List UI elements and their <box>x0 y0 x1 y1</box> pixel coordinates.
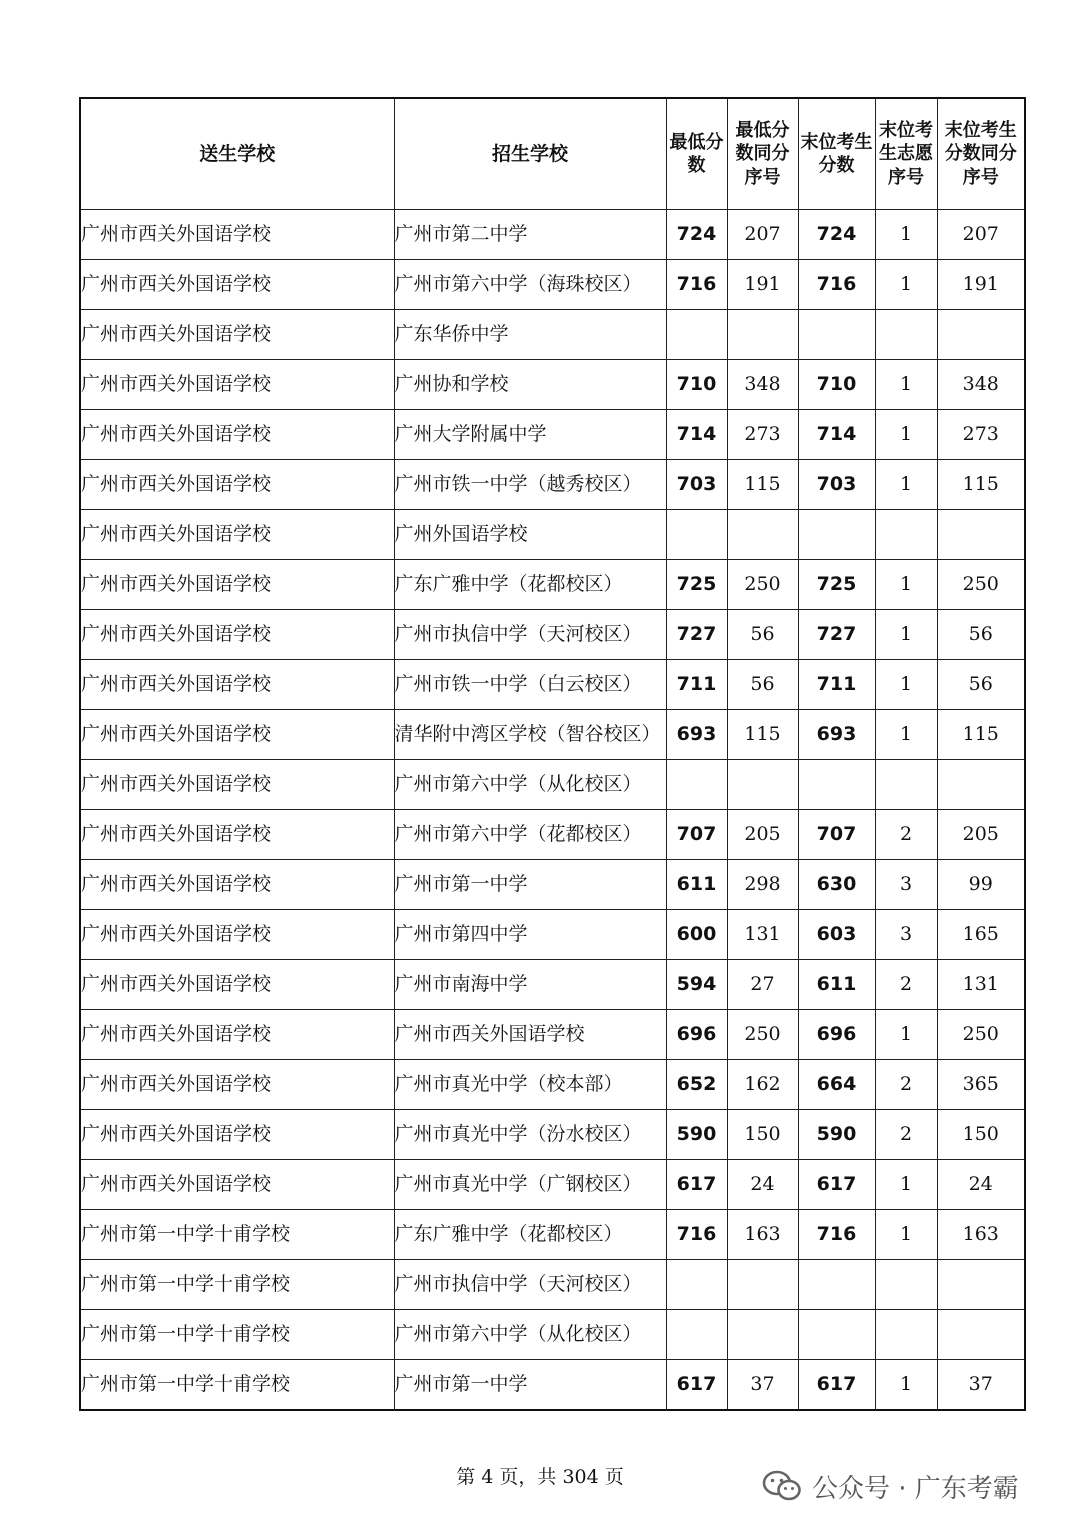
cell-min-score-tie-rank <box>727 1260 798 1310</box>
cell-receiving-school: 广州市铁一中学（白云校区） <box>394 660 666 710</box>
cell-min-score-tie-rank: 56 <box>727 660 798 710</box>
cell-receiving-school: 广州市第一中学 <box>394 1360 666 1411</box>
cell-min-score: 611 <box>666 860 727 910</box>
cell-last-student-score <box>798 1310 875 1360</box>
cell-receiving-school: 广州大学附属中学 <box>394 410 666 460</box>
cell-receiving-school: 广州外国语学校 <box>394 510 666 560</box>
table-row <box>80 1260 1025 1310</box>
cell-last-student-choice-rank: 1 <box>875 710 937 760</box>
table-row <box>80 510 1025 560</box>
cell-min-score-tie-rank <box>727 310 798 360</box>
cell-receiving-school: 广州市第六中学（海珠校区） <box>394 260 666 310</box>
wechat-icon <box>762 1469 802 1503</box>
watermark <box>762 1466 1019 1506</box>
cell-last-student-score: 716 <box>798 260 875 310</box>
cell-last-student-score: 611 <box>798 960 875 1010</box>
cell-sending-school: 广州市西关外国语学校 <box>80 310 394 360</box>
cell-last-student-score: 617 <box>798 1360 875 1411</box>
cell-min-score: 710 <box>666 360 727 410</box>
cell-last-student-tie-rank: 165 <box>937 910 1025 960</box>
cell-last-student-tie-rank: 273 <box>937 410 1025 460</box>
cell-last-student-score: 617 <box>798 1160 875 1210</box>
cell-min-score: 724 <box>666 210 727 260</box>
cell-last-student-score: 707 <box>798 810 875 860</box>
cell-sending-school: 广州市西关外国语学校 <box>80 960 394 1010</box>
cell-last-student-score: 696 <box>798 1010 875 1060</box>
table-row <box>80 560 1025 610</box>
table-row <box>80 760 1025 810</box>
cell-min-score <box>666 510 727 560</box>
cell-min-score: 594 <box>666 960 727 1010</box>
cell-last-student-choice-rank: 2 <box>875 1110 937 1160</box>
cell-last-student-score <box>798 1260 875 1310</box>
cell-last-student-choice-rank: 3 <box>875 910 937 960</box>
cell-last-student-tie-rank: 191 <box>937 260 1025 310</box>
table-row <box>80 910 1025 960</box>
cell-last-student-choice-rank <box>875 1260 937 1310</box>
cell-last-student-score: 714 <box>798 410 875 460</box>
cell-last-student-tie-rank: 24 <box>937 1160 1025 1210</box>
cell-last-student-score <box>798 760 875 810</box>
cell-last-student-choice-rank <box>875 1310 937 1360</box>
cell-sending-school: 广州市第一中学十甫学校 <box>80 1360 394 1411</box>
cell-last-student-choice-rank: 2 <box>875 810 937 860</box>
table-row <box>80 1160 1025 1210</box>
cell-last-student-score: 711 <box>798 660 875 710</box>
cell-min-score-tie-rank: 131 <box>727 910 798 960</box>
cell-last-student-tie-rank: 348 <box>937 360 1025 410</box>
cell-sending-school: 广州市西关外国语学校 <box>80 510 394 560</box>
cell-last-student-tie-rank <box>937 310 1025 360</box>
cell-receiving-school: 广东华侨中学 <box>394 310 666 360</box>
cell-last-student-choice-rank: 1 <box>875 210 937 260</box>
cell-sending-school: 广州市西关外国语学校 <box>80 410 394 460</box>
cell-last-student-choice-rank: 1 <box>875 560 937 610</box>
cell-sending-school: 广州市西关外国语学校 <box>80 610 394 660</box>
cell-last-student-tie-rank <box>937 1310 1025 1360</box>
cell-last-student-choice-rank <box>875 760 937 810</box>
cell-sending-school: 广州市西关外国语学校 <box>80 1110 394 1160</box>
cell-last-student-score: 664 <box>798 1060 875 1110</box>
table-row <box>80 660 1025 710</box>
cell-min-score: 590 <box>666 1110 727 1160</box>
watermark-text: 公众号 · 广东考霸 <box>812 1473 1019 1504</box>
header-sending-school: 送生学校 <box>80 98 394 210</box>
cell-last-student-score: 693 <box>798 710 875 760</box>
cell-last-student-choice-rank: 1 <box>875 610 937 660</box>
table-row <box>80 1310 1025 1360</box>
cell-sending-school: 广州市西关外国语学校 <box>80 910 394 960</box>
admission-score-table <box>79 97 1026 1411</box>
cell-last-student-tie-rank: 365 <box>937 1060 1025 1110</box>
cell-last-student-score: 703 <box>798 460 875 510</box>
cell-last-student-score: 725 <box>798 560 875 610</box>
table-row <box>80 260 1025 310</box>
cell-last-student-choice-rank: 1 <box>875 1010 937 1060</box>
cell-receiving-school: 清华附中湾区学校（智谷校区） <box>394 710 666 760</box>
cell-min-score <box>666 1310 727 1360</box>
cell-last-student-score <box>798 510 875 560</box>
cell-receiving-school: 广州市西关外国语学校 <box>394 1010 666 1060</box>
cell-last-student-tie-rank: 115 <box>937 710 1025 760</box>
cell-min-score-tie-rank: 56 <box>727 610 798 660</box>
cell-min-score <box>666 1260 727 1310</box>
cell-last-student-tie-rank <box>937 1260 1025 1310</box>
cell-min-score: 617 <box>666 1360 727 1411</box>
table-row <box>80 360 1025 410</box>
cell-sending-school: 广州市西关外国语学校 <box>80 660 394 710</box>
cell-receiving-school: 广州市执信中学（天河校区） <box>394 1260 666 1310</box>
table-row <box>80 1060 1025 1110</box>
cell-sending-school: 广州市西关外国语学校 <box>80 1160 394 1210</box>
cell-sending-school: 广州市西关外国语学校 <box>80 1060 394 1110</box>
cell-min-score-tie-rank: 191 <box>727 260 798 310</box>
cell-min-score-tie-rank: 162 <box>727 1060 798 1110</box>
cell-min-score <box>666 760 727 810</box>
cell-min-score-tie-rank: 27 <box>727 960 798 1010</box>
cell-last-student-tie-rank <box>937 760 1025 810</box>
cell-last-student-tie-rank: 37 <box>937 1360 1025 1411</box>
cell-last-student-tie-rank: 56 <box>937 660 1025 710</box>
cell-min-score: 711 <box>666 660 727 710</box>
cell-min-score-tie-rank: 24 <box>727 1160 798 1210</box>
cell-sending-school: 广州市西关外国语学校 <box>80 1010 394 1060</box>
cell-min-score: 652 <box>666 1060 727 1110</box>
cell-min-score: 707 <box>666 810 727 860</box>
table-row <box>80 610 1025 660</box>
cell-min-score: 600 <box>666 910 727 960</box>
header-min-score: 最低分数 <box>666 98 727 210</box>
table-row <box>80 460 1025 510</box>
table-row <box>80 1010 1025 1060</box>
cell-last-student-choice-rank: 2 <box>875 1060 937 1110</box>
cell-sending-school: 广州市第一中学十甫学校 <box>80 1260 394 1310</box>
cell-sending-school: 广州市西关外国语学校 <box>80 810 394 860</box>
cell-min-score-tie-rank: 115 <box>727 460 798 510</box>
cell-sending-school: 广州市西关外国语学校 <box>80 360 394 410</box>
table-row <box>80 410 1025 460</box>
header-last-student-choice-rank: 末位考生志愿序号 <box>875 98 937 210</box>
cell-sending-school: 广州市西关外国语学校 <box>80 460 394 510</box>
cell-last-student-choice-rank <box>875 510 937 560</box>
cell-last-student-score: 724 <box>798 210 875 260</box>
cell-min-score-tie-rank: 298 <box>727 860 798 910</box>
cell-last-student-choice-rank: 2 <box>875 960 937 1010</box>
cell-last-student-score: 603 <box>798 910 875 960</box>
cell-sending-school: 广州市西关外国语学校 <box>80 710 394 760</box>
cell-min-score-tie-rank: 348 <box>727 360 798 410</box>
cell-receiving-school: 广州市第二中学 <box>394 210 666 260</box>
cell-last-student-choice-rank: 3 <box>875 860 937 910</box>
cell-last-student-choice-rank: 1 <box>875 1360 937 1411</box>
table-row <box>80 1110 1025 1160</box>
cell-last-student-tie-rank: 115 <box>937 460 1025 510</box>
cell-min-score: 727 <box>666 610 727 660</box>
header-last-student-tie-rank: 末位考生分数同分序号 <box>937 98 1025 210</box>
header-last-student-score: 末位考生分数 <box>798 98 875 210</box>
cell-last-student-score: 630 <box>798 860 875 910</box>
cell-last-student-tie-rank: 99 <box>937 860 1025 910</box>
cell-last-student-score: 710 <box>798 360 875 410</box>
cell-receiving-school: 广东广雅中学（花都校区） <box>394 1210 666 1260</box>
page-number: 第 4 页，共 304 页 <box>456 1466 624 1488</box>
cell-last-student-tie-rank: 150 <box>937 1110 1025 1160</box>
cell-last-student-choice-rank: 1 <box>875 360 937 410</box>
cell-receiving-school: 广东广雅中学（花都校区） <box>394 560 666 610</box>
table-row <box>80 710 1025 760</box>
cell-min-score: 696 <box>666 1010 727 1060</box>
cell-last-student-score: 716 <box>798 1210 875 1260</box>
cell-min-score: 617 <box>666 1160 727 1210</box>
cell-min-score: 716 <box>666 1210 727 1260</box>
cell-receiving-school: 广州市铁一中学（越秀校区） <box>394 460 666 510</box>
cell-last-student-tie-rank: 56 <box>937 610 1025 660</box>
cell-last-student-choice-rank: 1 <box>875 1210 937 1260</box>
cell-receiving-school: 广州市真光中学（汾水校区） <box>394 1110 666 1160</box>
cell-receiving-school: 广州市执信中学（天河校区） <box>394 610 666 660</box>
header-receiving-school: 招生学校 <box>394 98 666 210</box>
table-body <box>80 210 1025 1411</box>
table-row <box>80 310 1025 360</box>
cell-min-score: 716 <box>666 260 727 310</box>
cell-min-score-tie-rank: 250 <box>727 560 798 610</box>
cell-sending-school: 广州市第一中学十甫学校 <box>80 1310 394 1360</box>
cell-min-score <box>666 310 727 360</box>
cell-min-score-tie-rank: 250 <box>727 1010 798 1060</box>
cell-last-student-tie-rank: 205 <box>937 810 1025 860</box>
table-header-row <box>80 98 1025 210</box>
cell-min-score: 714 <box>666 410 727 460</box>
cell-receiving-school: 广州市真光中学（广钢校区） <box>394 1160 666 1210</box>
table-row <box>80 860 1025 910</box>
table-row <box>80 1210 1025 1260</box>
cell-sending-school: 广州市西关外国语学校 <box>80 260 394 310</box>
cell-receiving-school: 广州市第六中学（从化校区） <box>394 1310 666 1360</box>
cell-last-student-score: 590 <box>798 1110 875 1160</box>
cell-last-student-choice-rank: 1 <box>875 260 937 310</box>
cell-last-student-tie-rank: 207 <box>937 210 1025 260</box>
cell-last-student-score: 727 <box>798 610 875 660</box>
cell-sending-school: 广州市西关外国语学校 <box>80 560 394 610</box>
cell-min-score-tie-rank: 205 <box>727 810 798 860</box>
cell-min-score: 703 <box>666 460 727 510</box>
cell-last-student-choice-rank <box>875 310 937 360</box>
cell-sending-school: 广州市西关外国语学校 <box>80 210 394 260</box>
table-row <box>80 960 1025 1010</box>
cell-last-student-tie-rank: 131 <box>937 960 1025 1010</box>
header-min-score-tie-rank: 最低分数同分序号 <box>727 98 798 210</box>
cell-receiving-school: 广州市南海中学 <box>394 960 666 1010</box>
table-row <box>80 210 1025 260</box>
cell-min-score-tie-rank: 207 <box>727 210 798 260</box>
cell-receiving-school: 广州市第一中学 <box>394 860 666 910</box>
cell-receiving-school: 广州市第六中学（花都校区） <box>394 810 666 860</box>
cell-min-score-tie-rank <box>727 760 798 810</box>
table-row <box>80 1360 1025 1411</box>
cell-min-score-tie-rank <box>727 1310 798 1360</box>
cell-receiving-school: 广州协和学校 <box>394 360 666 410</box>
cell-min-score-tie-rank: 37 <box>727 1360 798 1411</box>
cell-last-student-score <box>798 310 875 360</box>
cell-last-student-choice-rank: 1 <box>875 460 937 510</box>
cell-sending-school: 广州市西关外国语学校 <box>80 860 394 910</box>
cell-min-score-tie-rank <box>727 510 798 560</box>
cell-sending-school: 广州市西关外国语学校 <box>80 760 394 810</box>
cell-min-score-tie-rank: 150 <box>727 1110 798 1160</box>
cell-last-student-choice-rank: 1 <box>875 410 937 460</box>
cell-last-student-choice-rank: 1 <box>875 1160 937 1210</box>
cell-last-student-tie-rank: 250 <box>937 560 1025 610</box>
cell-receiving-school: 广州市真光中学（校本部） <box>394 1060 666 1110</box>
cell-receiving-school: 广州市第四中学 <box>394 910 666 960</box>
cell-last-student-tie-rank: 250 <box>937 1010 1025 1060</box>
cell-min-score: 725 <box>666 560 727 610</box>
cell-min-score-tie-rank: 163 <box>727 1210 798 1260</box>
cell-min-score: 693 <box>666 710 727 760</box>
cell-min-score-tie-rank: 273 <box>727 410 798 460</box>
cell-last-student-tie-rank: 163 <box>937 1210 1025 1260</box>
cell-min-score-tie-rank: 115 <box>727 710 798 760</box>
table-row <box>80 810 1025 860</box>
cell-receiving-school: 广州市第六中学（从化校区） <box>394 760 666 810</box>
cell-last-student-choice-rank: 1 <box>875 660 937 710</box>
cell-last-student-tie-rank <box>937 510 1025 560</box>
cell-sending-school: 广州市第一中学十甫学校 <box>80 1210 394 1260</box>
